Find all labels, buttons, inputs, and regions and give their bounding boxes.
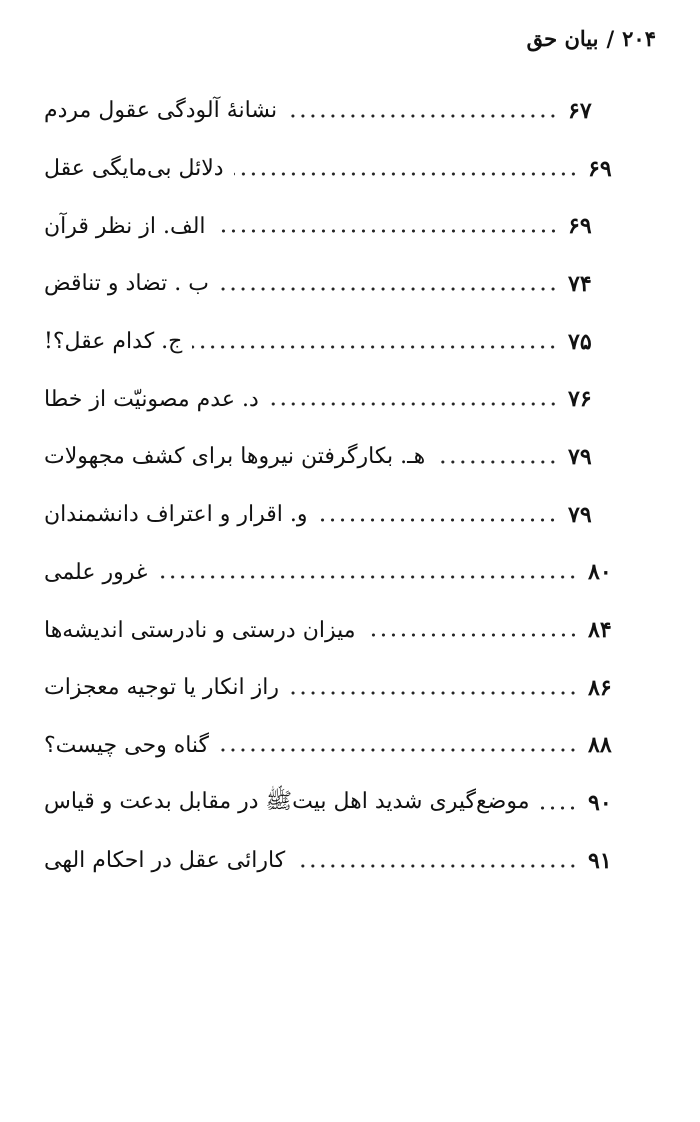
toc-entry — [44, 197, 624, 255]
toc-entry-page: ۷۶ — [568, 386, 592, 413]
toc-dot-leader — [234, 172, 578, 176]
toc-entry-page: ۷۹ — [568, 501, 592, 528]
toc-entry — [44, 82, 624, 140]
toc-dot-leader — [435, 460, 558, 464]
toc-entry-title: الف. از نظر قرآن — [44, 213, 206, 239]
toc-entry — [44, 255, 624, 313]
table-of-contents — [44, 82, 624, 890]
toc-dot-leader — [192, 345, 558, 349]
toc-entry — [44, 832, 624, 890]
toc-entry — [44, 428, 624, 486]
toc-entry-title: کارائی عقل در احکام الهی — [44, 848, 286, 874]
toc-entry-title: غرور علمی — [44, 559, 148, 585]
toc-entry-title: دلائل بی‌مایگی عقل — [44, 156, 224, 182]
toc-entry — [44, 659, 624, 717]
toc-dot-leader — [317, 518, 558, 522]
toc-entry — [44, 370, 624, 428]
header-page-number: ۲۰۴ — [622, 26, 656, 51]
toc-dot-leader — [366, 633, 578, 637]
running-header — [527, 26, 656, 51]
toc-entry-page: ۸۶ — [588, 674, 612, 701]
toc-entry — [44, 774, 624, 832]
toc-dot-leader — [295, 864, 578, 868]
toc-entry-title: گناه وحی چیست؟ — [44, 732, 210, 758]
toc-entry-page: ۹۰ — [588, 790, 612, 817]
toc-entry-title: میزان درستی و نادرستی اندیشه‌ها — [44, 617, 356, 643]
toc-entry-page: ۶۹ — [568, 213, 592, 240]
toc-dot-leader — [269, 402, 558, 406]
toc-entry — [44, 313, 624, 371]
toc-entry-title: و. اقرار و اعتراف دانشمندان — [44, 502, 308, 528]
toc-entry-page: ۷۵ — [568, 328, 592, 355]
toc-dot-leader — [219, 748, 578, 752]
toc-entry-page: ۹۱ — [588, 847, 612, 874]
toc-dot-leader — [539, 806, 578, 810]
toc-entry-page: ۶۹ — [588, 155, 612, 182]
toc-dot-leader — [289, 691, 578, 695]
toc-entry-page: ۸۴ — [588, 617, 612, 644]
toc-entry-title: نشانهٔ آلودگی عقول مردم — [44, 98, 278, 124]
toc-dot-leader — [287, 114, 558, 118]
toc-entry-title: راز انکار یا توجیه معجزات — [44, 675, 279, 701]
toc-entry-title: موضع‌گیری شدید اهل بیتﷺ در مقابل بدعت و قیاس — [44, 789, 530, 815]
toc-entry-page: ۷۹ — [568, 443, 592, 470]
header-separator: / — [606, 26, 615, 51]
toc-entry-page: ۷۴ — [568, 270, 592, 297]
header-book-title: بیان حق — [526, 26, 599, 51]
toc-entry — [44, 601, 624, 659]
toc-dot-leader — [216, 229, 558, 233]
toc-dot-leader — [157, 575, 578, 579]
toc-entry-title: ب . تضاد و تناقض — [44, 271, 209, 297]
toc-entry-title: د. عدم مصونیّت از خطا — [44, 386, 259, 412]
toc-entry-page: ۸۸ — [588, 732, 612, 759]
toc-dot-leader — [219, 287, 558, 291]
toc-entry-title: هـ. بکارگرفتن نیروها برای کشف مجهولات — [44, 444, 426, 470]
toc-entry — [44, 486, 624, 544]
toc-entry — [44, 544, 624, 602]
toc-entry-page: ۸۰ — [588, 559, 612, 586]
toc-entry-page: ۶۷ — [568, 97, 592, 124]
toc-entry — [44, 717, 624, 775]
toc-entry — [44, 140, 624, 198]
toc-entry-title: ج. کدام عقل؟! — [44, 329, 183, 355]
